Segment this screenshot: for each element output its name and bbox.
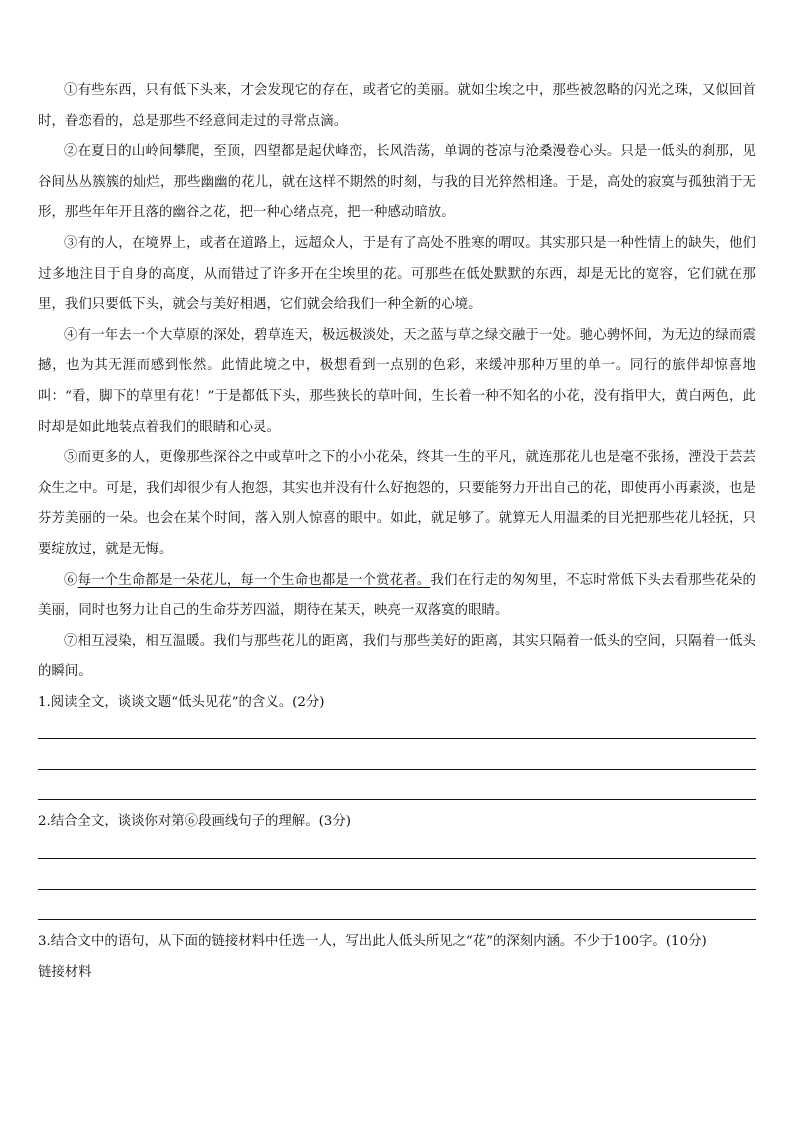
paragraph-5: ⑤而更多的人，更像那些深谷之中或草叶之下的小小花朵，终其一生的平凡，就连那花儿也是毫不张扬，湮没于芸芸众生之中。可是，我们却很少有人抱怨，其实也并没有什么好抱怨的，只要能努力开出自己的花，即使再小再素淡，也是芬芳美丽的一朵。也会在某个时间，落入别人惊喜的眼中。如此，就足够了。就算无人用温柔的目光把那些花儿轻抚，只要绽放过，就是无悔。 — [38, 450, 756, 557]
question-3: 3.结合文中的语句，从下面的链接材料中任选一人，写出此人低头所见之“花”的深刻内涵。不少于100字。(10分) — [38, 934, 707, 950]
underlined-sentence: 每一个生命都是一朵花儿，每一个生命也都是一个赏花者。 — [77, 572, 431, 588]
paragraph-6 — [38, 566, 756, 627]
question-2: 2.结合全文，谈谈你对第⑥段画线句子的理解。(3分) — [38, 814, 351, 830]
link-material-label: 链接材料 — [38, 964, 92, 980]
paragraph-7: ⑦相互浸染，相互温暖。我们与那些花儿的距离，我们与那些美好的距离，其实只隔着一低头的空间，只隔着一低头的瞬间。 — [38, 633, 756, 680]
paragraph-3: ③有的人，在境界上，或者在道路上，远超众人，于是有了高处不胜寒的喟叹。其实那只是一种性情上的缺失，他们过多地注目于自身的高度，从而错过了许多开在尘埃里的花。可那些在低处默默的东西，却是无比的宽容，它们就在那里，我们只要低下头，就会与美好相遇，它们就会给我们一种全新的心境。 — [38, 235, 756, 313]
paragraph-1: ①有些东西，只有低下头来，才会发现它的存在，或者它的美丽。就如尘埃之中，那些被忽略的闪光之珠，又似回首时，眷恋看的，总是那些不经意间走过的寻常点滴。 — [38, 83, 756, 129]
answer-line[interactable] — [38, 843, 756, 859]
answer-line[interactable] — [38, 859, 756, 890]
paragraph-4: ④有一年去一个大草原的深处，碧草连天，极远极淡处，天之蓝与草之绿交融于一处。驰心骋怀间，为无边的绿而震撼，也为其无涯而感到怅然。此情此境之中，极想看到一点别的色彩，来缓冲那种万里的单一。同行的旅伴却惊喜地叫：“看，脚下的草里有花！”于是都低下头，那些狭长的草叶间，生长着一种不知名的小花，没有指甲大，黄白两色，此时却是如此地装点着我们的眼睛和心灵。 — [38, 327, 756, 435]
answer-line[interactable] — [38, 890, 756, 921]
paragraph-6-number: ⑥ — [64, 572, 78, 588]
paragraph-6-rest: 我们在行走的匆匆里，不忘时常低下头去看那些花朵的美丽，同时也努力让自己的生命芬芳四溢，期待在某天，映亮一双落寞的眼睛。 — [38, 572, 756, 619]
answer-line[interactable] — [38, 770, 756, 801]
answer-area-1[interactable] — [38, 723, 756, 800]
paragraph-2: ②在夏日的山岭间攀爬，至顶，四望都是起伏峰峦，长风浩荡，单调的苍凉与沧桑漫卷心头。只是一低头的刹那，见谷间丛丛簇簇的灿烂，那些幽幽的花儿，就在这样不期然的时刻，与我的目光猝然相逢。于是，高处的寂寞与孤独消于无形，那些年年开且落的幽谷之花，把一种心绪点亮，把一种感动暗放。 — [38, 144, 756, 221]
answer-line[interactable] — [38, 739, 756, 770]
answer-line[interactable] — [38, 723, 756, 739]
exam-page — [38, 76, 756, 988]
answer-area-2[interactable] — [38, 843, 756, 920]
question-1: 1.阅读全文，谈谈文题“低头见花”的含义。(2分) — [38, 694, 325, 710]
